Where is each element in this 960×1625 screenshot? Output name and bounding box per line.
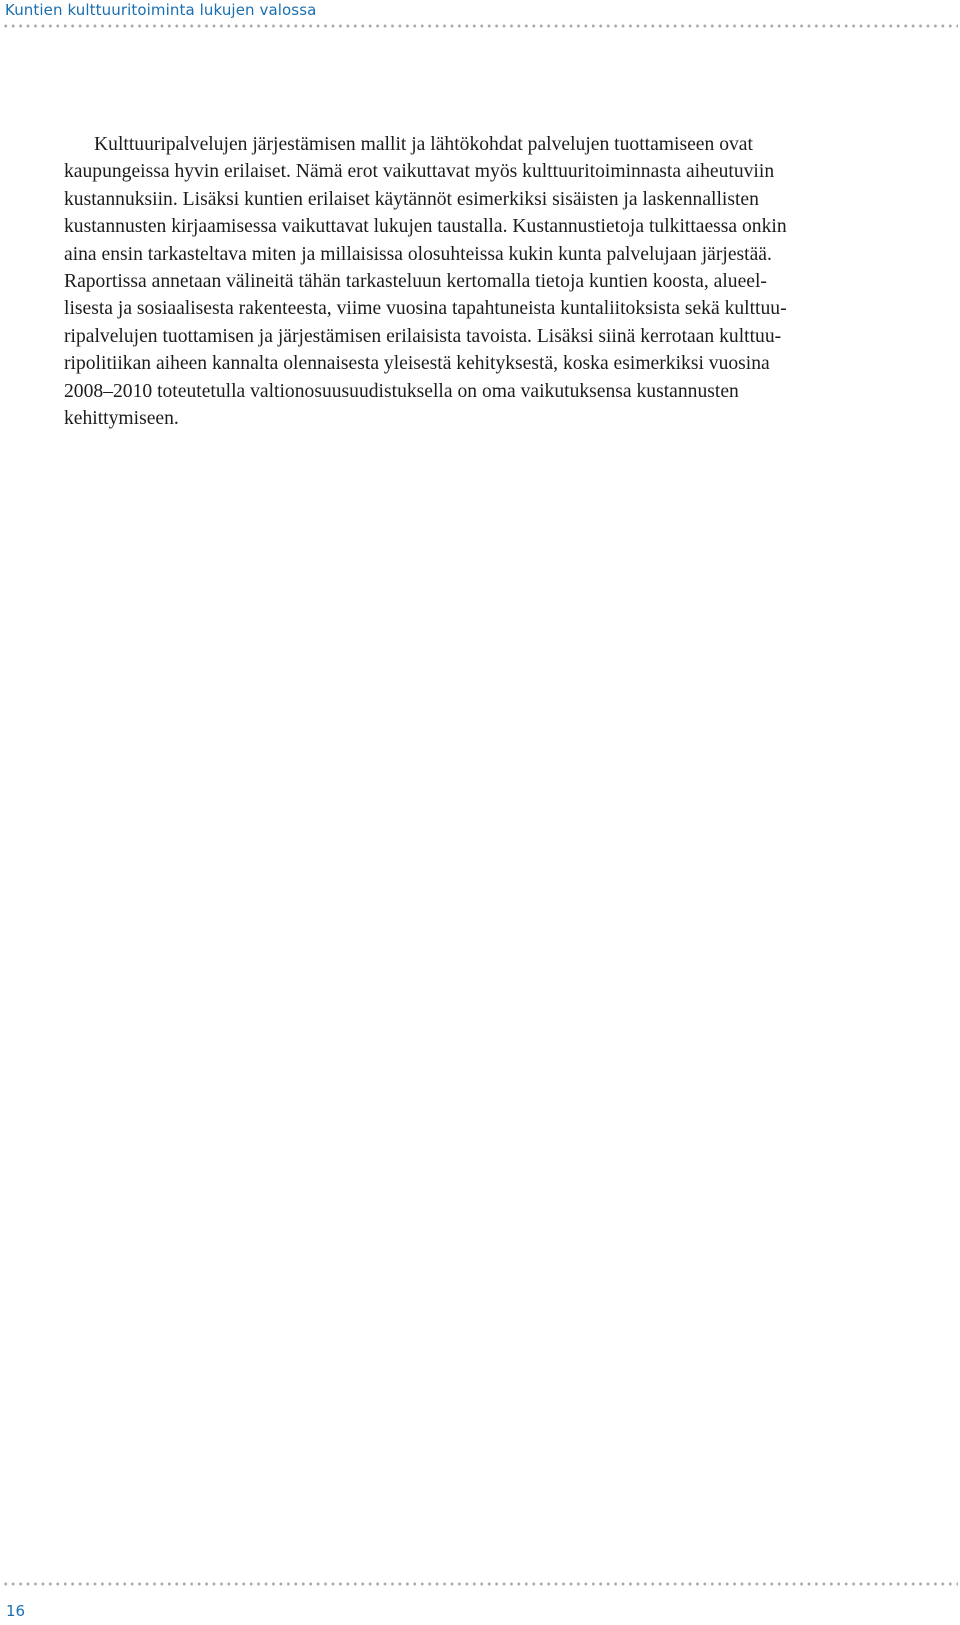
paragraph-line: aina ensin tarkasteltava miten ja millaisissa olosuhteissa kukin kunta palvelujaan järjestää. [64,243,772,265]
paragraph-line: kaupungeissa hyvin erilaiset. Nämä erot vaikuttavat myös kulttuuritoiminnasta aiheutuviin [64,161,775,183]
paragraph-line: kehittymiseen. [64,408,179,430]
paragraph-line: 2008–2010 toteutetulla valtionosuusuudistuksella on oma vaikutuksensa kustannusten [64,380,739,402]
footer-dotted-rule [2,1582,958,1586]
paragraph-line: kustannusten kirjaamisessa vaikuttavat lukujen taustalla. Kustannustietoja tulkittaessa onkin [64,216,787,238]
paragraph-line: ripolitiikan aiheen kannalta olennaisesta yleisestä kehityksestä, koska esimerkiksi vuosina [64,353,770,375]
paragraph-line: lisesta ja sosiaalisesta rakenteesta, viime vuosina tapahtuneista kuntaliitoksista sekä kulttuu- [64,298,787,320]
paragraph-line: Raportissa annetaan välineitä tähän tarkasteluun kertomalla tietoja kuntien koosta, alueel- [64,271,767,293]
header-dotted-rule [2,24,958,28]
body-paragraph [64,131,908,432]
running-header: Kuntien kulttuuritoiminta lukujen valossa [5,1,317,19]
paragraph-line: Kulttuuripalvelujen järjestämisen mallit ja lähtökohdat palvelujen tuottamiseen ovat [94,134,753,155]
paragraph-line: ripalvelujen tuottamisen ja järjestämisen erilaisista tavoista. Lisäksi siinä kerrotaan kulttuu- [64,325,782,347]
page-number: 16 [6,1602,26,1620]
paragraph-line: kustannuksiin. Lisäksi kuntien erilaiset käytännöt esimerkiksi sisäisten ja laskennallisten [64,188,759,210]
